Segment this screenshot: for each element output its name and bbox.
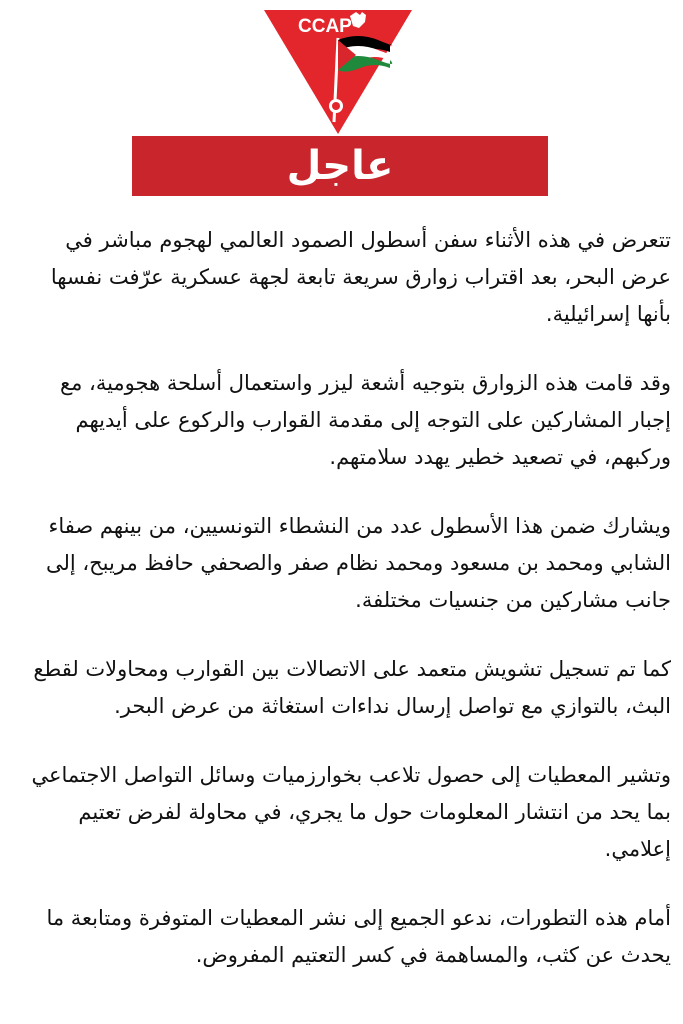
- ccap-logo-graphic: [264, 10, 412, 134]
- breaking-news-label: عاجل: [286, 143, 394, 189]
- paragraph: وتشير المعطيات إلى حصول تلاعب بخوارزميات وسائل التواصل الاجتماعي بما يحد من انتشار المعلومات حول ما يجري، في محاولة لفرض تعتيم إعلامي.: [31, 763, 671, 861]
- breaking-news-banner: [132, 136, 548, 196]
- paragraph: ويشارك ضمن هذا الأسطول عدد من النشطاء التونسيين، من بينهم صفاء الشابي ومحمد بن مسعود ومحمد نظام صفر والصحفي حافظ مريبح، إلى جانب مشاركين من جنسيات مختلفة.: [45, 514, 671, 612]
- statement-body: [14, 222, 671, 1006]
- paragraph: كما تم تسجيل تشويش متعمد على الاتصالات بين القوارب ومحاولات لقطع البث، بالتوازي مع تواصل إرسال نداءات استغاثة من عرض البحر.: [33, 657, 671, 718]
- paragraph: تتعرض في هذه الأثناء سفن أسطول الصمود العالمي لهجوم مباشر في عرض البحر، بعد اقتراب زوارق سريعة تابعة لجهة عسكرية عرّفت نفسها بأنها إسرائيلية.: [50, 228, 671, 326]
- paragraph: أمام هذه التطورات، ندعو الجميع إلى نشر المعطيات المتوفرة ومتابعة ما يحدث عن كثب، والمساهمة في كسر التعتيم المفروض.: [46, 906, 671, 967]
- ccap-logo: [264, 10, 412, 134]
- paragraph: وقد قامت هذه الزوارق بتوجيه أشعة ليزر واستعمال أسلحة هجومية، مع إجبار المشاركين على التوجه إلى مقدمة القوارب والركوع على أيديهم وركبهم، في تصعيد خطير يهدد سلامتهم.: [59, 371, 671, 469]
- logo-text: CCAP: [298, 16, 352, 37]
